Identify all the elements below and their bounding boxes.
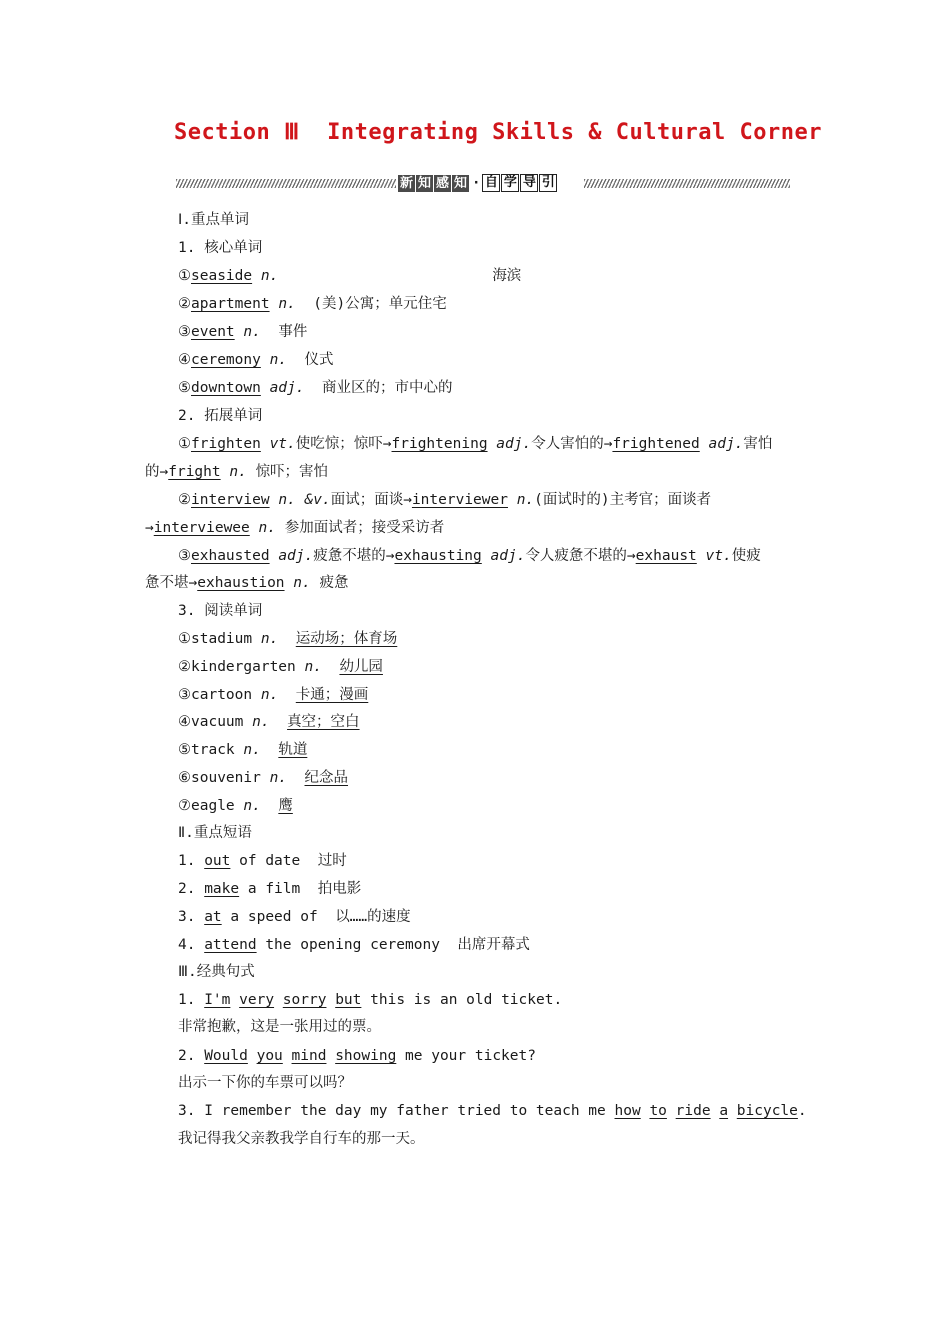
banner-hatch-left [176,179,396,188]
phrase-item: 3. at a speed of 以……的速度 [178,909,411,925]
banner-char: 导 [520,174,538,192]
reading-vocab-item: ④vacuum n. 真空；空白 [178,714,360,730]
sentence-translation: 非常抱歉，这是一张用过的票。 [178,1019,381,1035]
subsection-heading: 2. 拓展单词 [178,408,263,424]
vocab-item: ③event n. 事件 [178,324,308,340]
extended-vocab-item: ①frighten vt.使吃惊；惊吓→frightening adj.令人害怕的→frightened adj.害怕 [178,436,773,452]
sentence-item: 3. I remember the day my father tried to teach me how to ride a bicycle. [178,1103,807,1119]
banner-char: 感 [435,175,449,191]
sentence-translation: 出示一下你的车票可以吗？ [178,1075,352,1091]
extended-vocab-item-cont: 惫不堪→exhaustion n. 疲惫 [145,575,349,591]
section-heading: Ⅲ.经典句式 [178,964,255,980]
section-heading: Ⅰ.重点单词 [178,212,250,228]
sentence-item: 1. I'm very sorry but this is an old ticket. [178,992,563,1008]
section-banner [176,172,790,194]
reading-vocab-item: ②kindergarten n. 幼儿园 [178,659,383,675]
vocab-item: ④ceremony n. 仪式 [178,352,334,368]
phrase-item: 4. attend the opening ceremony 出席开幕式 [178,937,530,953]
subsection-heading: 1. 核心单词 [178,240,263,256]
phrase-item: 1. out of date 过时 [178,853,347,869]
banner-char: 自 [482,174,500,192]
extended-vocab-item-cont: →interviewee n. 参加面试者；接受采访者 [145,520,445,536]
vocab-item: ②apartment n. (美)公寓；单元住宅 [178,296,447,312]
sentence-translation: 我记得我父亲教我学自行车的那一天。 [178,1131,425,1147]
banner-char: 引 [539,174,557,192]
vocab-item: ①seaside n. 海滨 [178,268,522,284]
section-title: Section Ⅲ Integrating Skills & Cultural Corner [174,120,822,145]
banner-hatch-right [584,179,790,188]
extended-vocab-item: ③exhausted adj.疲惫不堪的→exhausting adj.令人疲惫不堪的→exhaust vt.使疲 [178,548,761,564]
banner-label [398,173,558,193]
reading-vocab-item: ⑤track n. 轨道 [178,742,308,758]
phrase-item: 2. make a film 拍电影 [178,881,362,897]
reading-vocab-item: ③cartoon n. 卡通；漫画 [178,687,369,703]
extended-vocab-item: ②interview n. &v.面试；面谈→interviewer n.(面试时的)主考官；面谈者 [178,492,712,508]
vocab-item: ⑤downtown adj. 商业区的；市中心的 [178,380,453,396]
banner-char: 知 [417,175,431,191]
reading-vocab-item: ⑥souvenir n. 纪念品 [178,770,349,786]
banner-char: 知 [453,175,467,191]
reading-vocab-item: ⑦eagle n. 鹰 [178,798,293,814]
sentence-item: 2. Would you mind showing me your ticket? [178,1048,536,1064]
banner-char: 学 [501,174,519,192]
section-heading: Ⅱ.重点短语 [178,825,252,841]
banner-char: 新 [399,175,413,191]
banner-separator: · [472,175,481,191]
subsection-heading: 3. 阅读单词 [178,603,263,619]
extended-vocab-item-cont: 的→fright n. 惊吓；害怕 [145,464,329,480]
reading-vocab-item: ①stadium n. 运动场；体育场 [178,631,398,647]
